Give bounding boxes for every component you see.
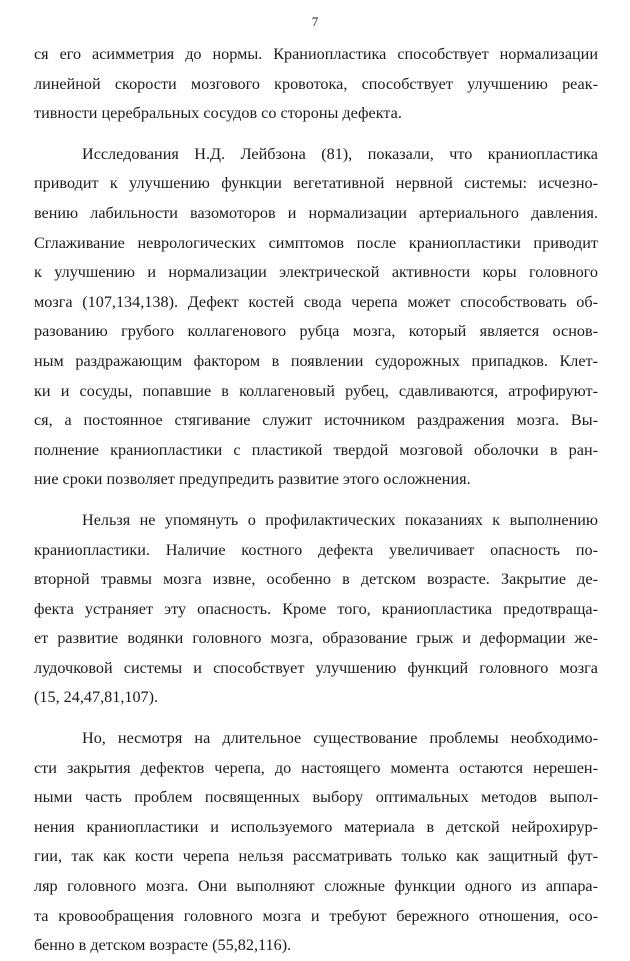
paragraph-4 xyxy=(34,724,598,961)
text-line: ет развитие водянки головного мозга, образование грыж и деформации же- xyxy=(34,629,598,648)
text-line: ным раздражающим фактором в появлении судорожных припадков. Клет- xyxy=(34,351,598,370)
text-line: ние сроки позволяет предупредить развитие этого осложнения. xyxy=(34,470,471,489)
paragraph-3 xyxy=(34,506,598,713)
paragraph-1 xyxy=(34,40,598,129)
text-line: вторной травмы мозга извне, особенно в детском возрасте. Закрытие де- xyxy=(34,570,598,589)
text-line: краниопластики. Наличие костного дефекта увеличивает опасность по- xyxy=(34,540,598,559)
text-line: мозга (107,134,138). Дефект костей свода черепа может способствовать об- xyxy=(34,292,598,311)
text-line: бенно в детском возрасте (55,82,116). xyxy=(34,936,292,955)
text-line: ся, а постоянное стягивание служит источником раздражения мозга. Вы- xyxy=(34,411,598,430)
text-line: линейной скорости мозгового кровотока, способствует улучшению реак- xyxy=(34,74,598,93)
text-line: полнение краниопластики с пластикой твердой мозговой оболочки в ран- xyxy=(34,440,598,459)
text-line: ки и сосуды, попавшие в коллагеновый рубец, сдавливаются, атрофируют- xyxy=(34,381,598,400)
paragraph-2 xyxy=(34,140,598,495)
text-line: ся его асимметрия до нормы. Краниопластика способствует нормализации xyxy=(34,45,598,63)
text-line: гии, так как кости черепа нельзя рассматривать только как защитный фут- xyxy=(34,847,598,866)
document-body xyxy=(34,40,598,961)
text-line: нения краниопластики и используемого материала в детской нейрохирур- xyxy=(34,817,598,836)
text-line: Исследования Н.Д. Лейбзона (81), показали, что краниопластика xyxy=(82,144,598,163)
text-line: ляр головного мозга. Они выполняют сложные функции одного из аппара- xyxy=(34,877,598,896)
text-line: вению лабильности вазомоторов и нормализации артериального давления. xyxy=(34,203,598,222)
text-line: разованию грубого коллагенового рубца мозга, который является основ- xyxy=(34,322,598,341)
text-line: тивности церебральных сосудов со стороны дефекта. xyxy=(34,104,402,123)
text-line: Сглаживание неврологических симптомов после краниопластики приводит xyxy=(34,233,598,252)
text-line: та кровообращения головного мозга и требуют бережного отношения, осо- xyxy=(34,906,598,925)
text-line: приводит к улучшению функции вегетативной нервной системы: исчезно- xyxy=(34,174,598,193)
text-line: (15, 24,47,81,107). xyxy=(34,688,159,707)
page-number: 7 xyxy=(311,14,319,29)
text-line: Но, несмотря на длительное существование проблемы необходимо- xyxy=(82,729,598,748)
text-line: Нельзя не упомянуть о профилактических показаниях к выполнению xyxy=(82,510,598,529)
text-line: к улучшению и нормализации электрической активности коры головного xyxy=(34,263,598,282)
text-line: сти закрытия дефектов черепа, до настоящего момента остаются нерешен- xyxy=(34,758,598,777)
text-line: ными часть проблем посвященных выбору оптимальных методов выпол- xyxy=(34,788,598,807)
text-line: фекта устраняет эту опасность. Кроме того, краниопластика предотвраща- xyxy=(34,599,598,618)
text-line: лудочковой системы и способствует улучшению функций головного мозга xyxy=(34,658,598,677)
